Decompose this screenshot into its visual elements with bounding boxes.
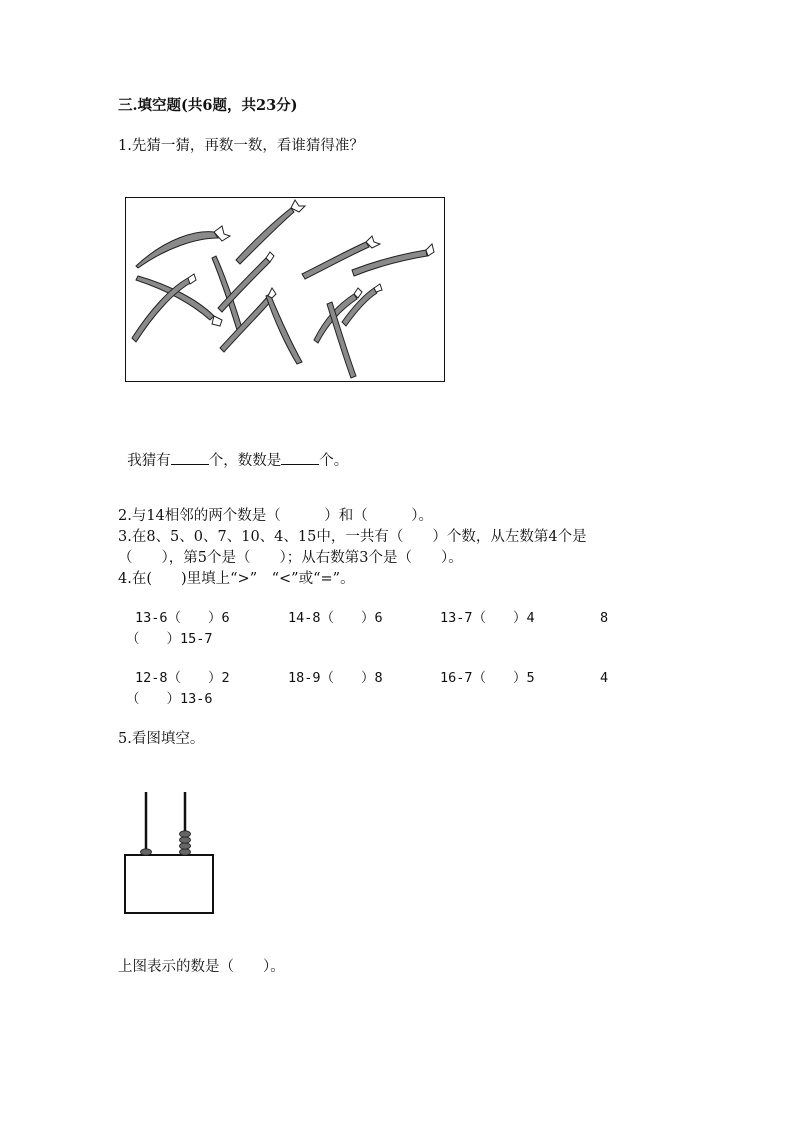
abacus-image: [118, 790, 228, 920]
q4-row1-item2: 14-8（ ）6: [288, 610, 383, 626]
q4-row1-item4: 8: [600, 610, 609, 626]
q1-answer-suffix: 个。: [319, 453, 349, 469]
abacus-bead-right: [180, 849, 191, 855]
q2-text: 2.与14相邻的两个数是（ ）和（ ）。: [118, 508, 434, 524]
chili-peppers-image: [125, 197, 445, 382]
q4-row2-continued: （ ）13-6: [126, 691, 213, 707]
q4-row2-item4: 4: [600, 670, 609, 686]
q5-answer: 上图表示的数是（ ）。: [118, 959, 285, 975]
abacus-bead-right: [180, 831, 191, 837]
q4-row2-item1: 12-8（ ）2: [135, 670, 230, 686]
q4-row2-item2: 18-9（ ）8: [288, 670, 383, 686]
q1-answer: [118, 430, 348, 471]
q1-answer-mid: 个，数数是: [208, 453, 282, 469]
q1-guess-blank[interactable]: [171, 450, 209, 465]
q1-title: 1.先猜一猜，再数一数，看谁猜得准？: [118, 138, 364, 154]
q1-answer-prefix: 我猜有: [127, 453, 171, 469]
q5-title: 5.看图填空。: [118, 731, 205, 747]
abacus-bead-left: [141, 849, 152, 855]
abacus-bead-right: [180, 843, 191, 849]
q4-row1-continued: （ ）15-7: [126, 631, 213, 647]
abacus-bead-right: [180, 837, 191, 843]
q4-row1-item3: 13-7（ ）4: [440, 610, 535, 626]
q1-count-blank[interactable]: [281, 450, 319, 465]
q4-row2-item3: 16-7（ ）5: [440, 670, 535, 686]
q3-line2: （ ），第5个是（ ）；从右数第3个是（ ）。: [118, 550, 463, 566]
q4-row1-item1: 13-6（ ）6: [135, 610, 230, 626]
section-title: 三.填空题(共6题，共23分): [118, 97, 298, 114]
q3-line1: 3.在8、5、0、7、10、4、15中，一共有（ ）个数，从左数第4个是: [118, 529, 587, 545]
q4-title: 4.在( )里填上“>” “<”或“=”。: [118, 571, 355, 587]
